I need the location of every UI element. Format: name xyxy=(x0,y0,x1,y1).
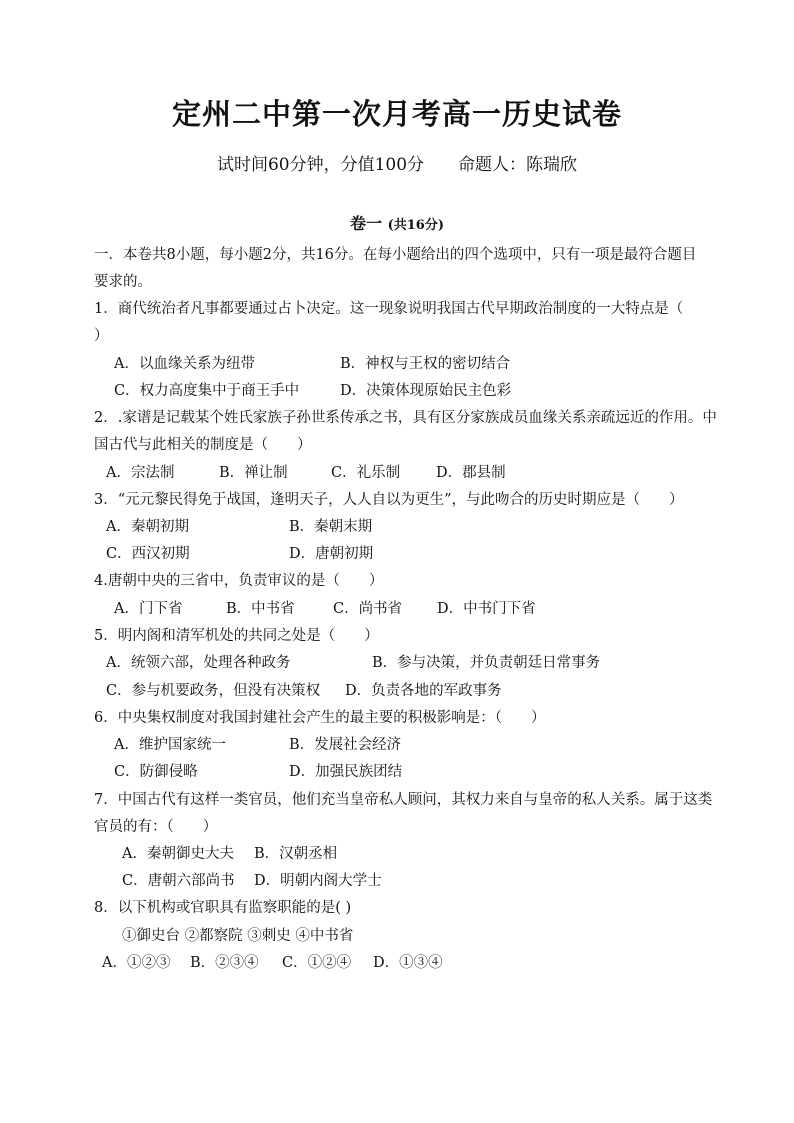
question-6-option-c: C．防御侵略 xyxy=(114,764,198,780)
exam-title: 定州二中第一次月考高一历史试卷 xyxy=(171,97,622,131)
question-2-stem-cont: 国古代与此相关的制度是（ ） xyxy=(94,437,312,453)
question-5-option-b: B．参与决策，并负责朝廷日常事务 xyxy=(372,655,601,671)
question-8-stem: 8．以下机构或官职具有监察职能的是( ) xyxy=(94,900,352,916)
question-3-option-a: A．秦朝初期 xyxy=(106,519,189,535)
question-8-option-b: B．②③④ xyxy=(190,955,259,971)
question-7-option-d: D．明朝内阁大学士 xyxy=(254,873,382,889)
question-3-option-d: D．唐朝初期 xyxy=(289,546,374,562)
section-heading xyxy=(0,211,794,234)
exam-time-score: 试时间60分钟，分值100分 xyxy=(216,155,425,175)
question-1-stem-cont: ） xyxy=(94,328,109,344)
question-6-option-a: A．维护国家统一 xyxy=(114,737,226,753)
question-4-stem: 4.唐朝中央的三省中，负责审议的是（ ） xyxy=(94,573,384,589)
question-5-option-d: D．负责各地的军政事务 xyxy=(345,683,502,699)
question-8-items: ①御史台 ②都察院 ③刺史 ④中书省 xyxy=(122,928,354,944)
question-2-option-d: D．郡县制 xyxy=(436,465,506,481)
instructions-line-2: 要求的。 xyxy=(94,274,152,290)
question-6-option-d: D．加强民族团结 xyxy=(289,764,403,780)
question-2-option-a: A．宗法制 xyxy=(106,465,175,481)
question-6-stem: 6．中央集权制度对我国封建社会产生的最主要的积极影响是：（ ） xyxy=(94,710,546,726)
question-5-stem: 5．明内阁和清军机处的共同之处是（ ） xyxy=(94,628,379,644)
question-7-option-c: C．唐朝六部尚书 xyxy=(122,873,235,889)
question-1-option-c: C．权力高度集中于商王手中 xyxy=(114,383,300,399)
question-1-option-b: B．神权与王权的密切结合 xyxy=(340,356,511,372)
question-2-option-b: B．禅让制 xyxy=(219,465,288,481)
question-7-option-a: A．秦朝御史大夫 xyxy=(122,846,234,862)
section-name: 卷一 xyxy=(350,214,383,233)
question-7-stem: 7．中国古代有这样一类官员，他们充当皇帝私人顾问，其权力来自与皇帝的私人关系。属于这类 xyxy=(94,792,713,808)
section-note: (共16分) xyxy=(387,218,444,233)
question-7-option-b: B．汉朝丞相 xyxy=(254,846,338,862)
question-5-option-a: A．统领六部，处理各种政务 xyxy=(106,655,291,671)
question-2-option-c: C．礼乐制 xyxy=(331,465,401,481)
question-8-option-c: C．①②④ xyxy=(282,955,352,971)
question-4-option-d: D．中书门下省 xyxy=(437,601,536,617)
question-2-stem: 2．.家谱是记载某个姓氏家族子孙世系传承之书，具有区分家族成员血缘关系亲疏远近的作用。中 xyxy=(94,410,717,426)
question-4-option-b: B．中书省 xyxy=(226,601,295,617)
question-3-option-c: C．西汉初期 xyxy=(106,546,190,562)
question-4-option-a: A．门下省 xyxy=(114,601,183,617)
question-5-option-c: C．参与机要政务，但没有决策权 xyxy=(106,683,321,699)
exam-subtitle xyxy=(0,150,794,175)
question-1-stem: 1．商代统治者凡事都要通过占卜决定。这一现象说明我国古代早期政治制度的一大特点是（ xyxy=(94,301,684,317)
question-8-option-a: A．①②③ xyxy=(102,955,171,971)
instructions-line-1: 一．本卷共8小题，每小题2分，共16分。在每小题给出的四个选项中，只有一项是最符合题目 xyxy=(94,247,697,263)
question-8-option-d: D．①③④ xyxy=(373,955,443,971)
question-3-option-b: B．秦朝末期 xyxy=(289,519,373,535)
question-6-option-b: B．发展社会经济 xyxy=(289,737,402,753)
question-1-option-a: A．以血缘关系为纽带 xyxy=(114,356,255,372)
question-1-option-d: D．决策体现原始民主色彩 xyxy=(340,383,512,399)
question-3-stem: 3．“元元黎民得免于战国，逢明天子，人人自以为更生”，与此吻合的历史时期应是（ ） xyxy=(94,492,684,508)
question-7-stem-cont: 官员的有：（ ） xyxy=(94,819,218,835)
question-4-option-c: C．尚书省 xyxy=(333,601,403,617)
exam-author: 命题人：陈瑞欣 xyxy=(458,155,578,175)
